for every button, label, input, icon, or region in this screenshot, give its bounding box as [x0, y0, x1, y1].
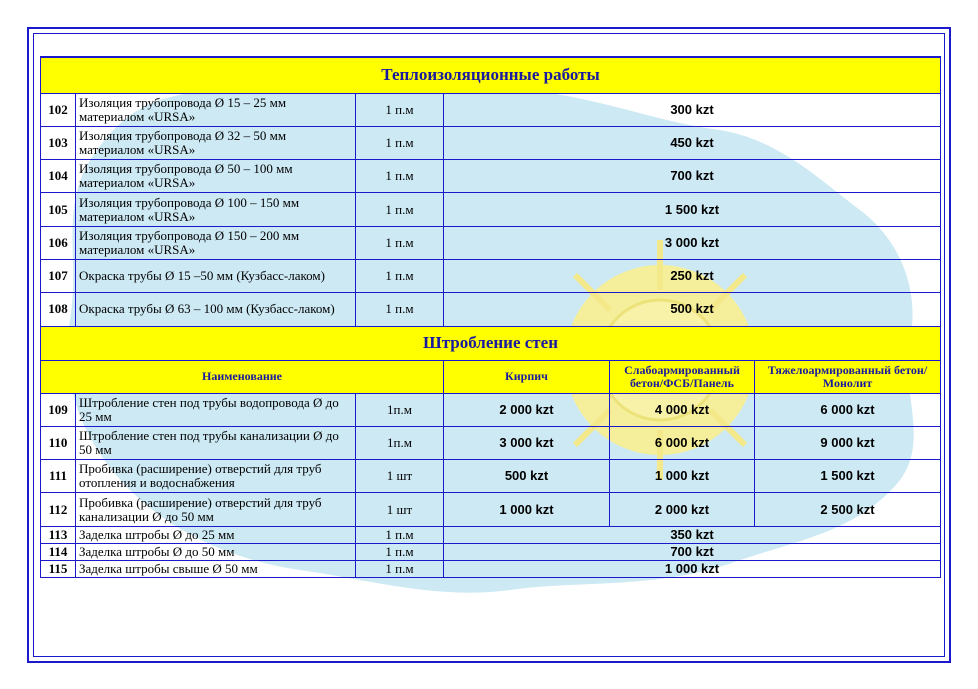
row-number: 105 — [41, 193, 76, 226]
row-number: 106 — [41, 226, 76, 259]
row-unit: 1 п.м — [356, 160, 444, 193]
table-row — [41, 493, 941, 526]
row-number: 115 — [41, 560, 76, 577]
price-heavy-concrete: 2 500 kzt — [755, 493, 941, 526]
row-unit: 1 шт — [356, 460, 444, 493]
table-row — [41, 426, 941, 459]
price-light-concrete: 4 000 kzt — [610, 393, 755, 426]
row-number: 111 — [41, 460, 76, 493]
row-unit: 1п.м — [356, 393, 444, 426]
row-unit: 1 п.м — [356, 526, 444, 543]
row-name: Окраска трубы Ø 63 – 100 мм (Кузбасс-лаком) — [76, 293, 356, 326]
row-name: Изоляция трубопровода Ø 15 – 25 мм материалом «URSA» — [76, 93, 356, 126]
row-number: 114 — [41, 543, 76, 560]
row-unit: 1 п.м — [356, 226, 444, 259]
row-unit: 1 п.м — [356, 543, 444, 560]
row-name: Пробивка (расширение) отверстий для труб отопления и водоснабжения — [76, 460, 356, 493]
price-brick: 3 000 kzt — [444, 426, 610, 459]
table-row — [41, 259, 941, 292]
row-unit: 1 п.м — [356, 560, 444, 577]
row-price: 700 kzt — [444, 543, 941, 560]
row-price: 1 500 kzt — [444, 193, 941, 226]
row-unit: 1 п.м — [356, 126, 444, 159]
row-name: Пробивка (расширение) отверстий для труб канализации Ø до 50 мм — [76, 493, 356, 526]
row-price: 300 kzt — [444, 93, 941, 126]
row-name: Заделка штробы свыше Ø 50 мм — [76, 560, 356, 577]
row-unit: 1 п.м — [356, 193, 444, 226]
row-name: Заделка штробы Ø до 25 мм — [76, 526, 356, 543]
row-name: Изоляция трубопровода Ø 32 – 50 мм материалом «URSA» — [76, 126, 356, 159]
column-headers — [41, 360, 941, 393]
table-row — [41, 160, 941, 193]
price-brick: 500 kzt — [444, 460, 610, 493]
table-row — [41, 293, 941, 326]
table-row — [41, 393, 941, 426]
row-name: Штробление стен под трубы канализации Ø до 50 мм — [76, 426, 356, 459]
table-row — [41, 460, 941, 493]
price-brick: 1 000 kzt — [444, 493, 610, 526]
price-heavy-concrete: 1 500 kzt — [755, 460, 941, 493]
row-price: 350 kzt — [444, 526, 941, 543]
row-name: Изоляция трубопровода Ø 150 – 200 мм материалом «URSA» — [76, 226, 356, 259]
row-name: Изоляция трубопровода Ø 100 – 150 мм материалом «URSA» — [76, 193, 356, 226]
row-name: Заделка штробы Ø до 50 мм — [76, 543, 356, 560]
row-unit: 1 п.м — [356, 93, 444, 126]
row-name: Изоляция трубопровода Ø 50 – 100 мм материалом «URSA» — [76, 160, 356, 193]
section-header-grooving — [41, 326, 941, 360]
header-light-concrete: Слабоармированный бетон/ФСБ/Панель — [610, 360, 755, 393]
table-row — [41, 543, 941, 560]
row-number: 112 — [41, 493, 76, 526]
section-header-insulation — [41, 57, 941, 93]
row-name: Штробление стен под трубы водопровода Ø до 25 мм — [76, 393, 356, 426]
row-price: 450 kzt — [444, 126, 941, 159]
table-row — [41, 526, 941, 543]
row-number: 102 — [41, 93, 76, 126]
price-light-concrete: 2 000 kzt — [610, 493, 755, 526]
row-price: 3 000 kzt — [444, 226, 941, 259]
row-price: 1 000 kzt — [444, 560, 941, 577]
section-title: Теплоизоляционные работы — [41, 57, 941, 93]
row-price: 500 kzt — [444, 293, 941, 326]
row-number: 103 — [41, 126, 76, 159]
table-row — [41, 93, 941, 126]
header-name: Наименование — [41, 360, 444, 393]
row-price: 250 kzt — [444, 259, 941, 292]
row-number: 104 — [41, 160, 76, 193]
row-unit: 1 шт — [356, 493, 444, 526]
price-light-concrete: 1 000 kzt — [610, 460, 755, 493]
row-number: 110 — [41, 426, 76, 459]
header-brick: Кирпич — [444, 360, 610, 393]
row-unit: 1п.м — [356, 426, 444, 459]
header-heavy-concrete: Тяжелоармированный бетон/Монолит — [755, 360, 941, 393]
table-row — [41, 126, 941, 159]
price-heavy-concrete: 9 000 kzt — [755, 426, 941, 459]
section-title: Штробление стен — [41, 326, 941, 360]
row-number: 107 — [41, 259, 76, 292]
price-table — [40, 56, 941, 578]
price-heavy-concrete: 6 000 kzt — [755, 393, 941, 426]
row-name: Окраска трубы Ø 15 –50 мм (Кузбасс-лаком) — [76, 259, 356, 292]
price-light-concrete: 6 000 kzt — [610, 426, 755, 459]
row-price: 700 kzt — [444, 160, 941, 193]
price-brick: 2 000 kzt — [444, 393, 610, 426]
row-number: 108 — [41, 293, 76, 326]
row-number: 113 — [41, 526, 76, 543]
row-number: 109 — [41, 393, 76, 426]
table-row — [41, 560, 941, 577]
row-unit: 1 п.м — [356, 293, 444, 326]
row-unit: 1 п.м — [356, 259, 444, 292]
table-row — [41, 193, 941, 226]
table-row — [41, 226, 941, 259]
